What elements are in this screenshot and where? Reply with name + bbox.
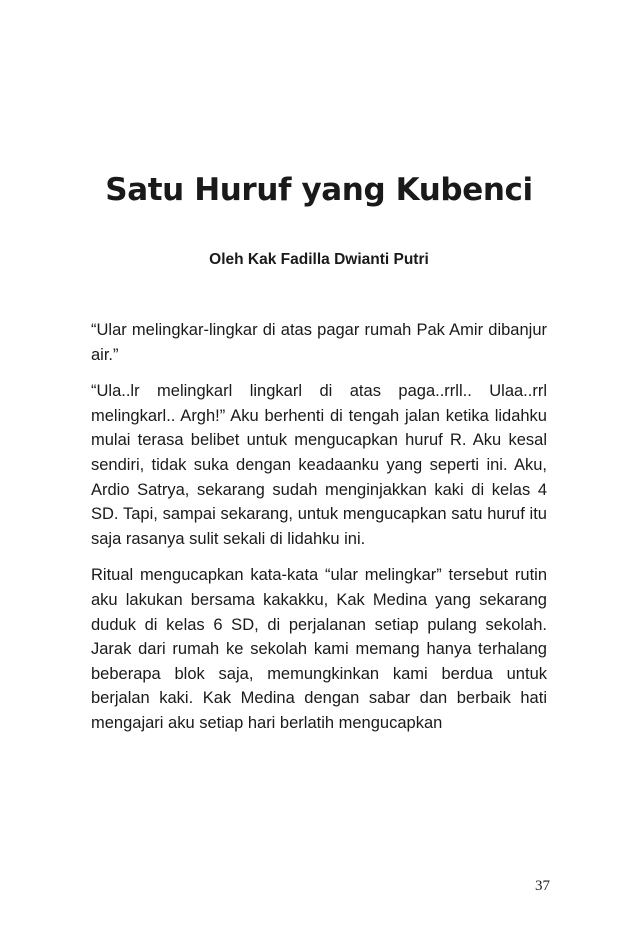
story-body	[91, 318, 547, 748]
paragraph: Ritual mengucapkan kata-kata “ular melingkar” tersebut rutin aku lakukan bersama kakakku, Kak Medina yang sekarang duduk di kelas 6 SD, di perjalanan setiap pulang sekolah. Jarak dari rumah ke sekolah kami memang hanya terhalang beberapa blok saja, memungkinkan kami berdua untuk berjalan kaki. Kak Medina dengan sabar dan berbaik hati mengajari aku setiap hari berlatih mengucapkan	[91, 566, 547, 732]
paragraph: “Ular melingkar-lingkar di atas pagar rumah Pak Amir dibanjur air.”	[91, 321, 547, 364]
story-author: Oleh Kak Fadilla Dwianti Putri	[209, 251, 429, 268]
story-title: Satu Huruf yang Kubenci	[105, 172, 533, 208]
page-number: 37	[535, 878, 550, 894]
paragraph: “Ula..lr melingkarl lingkarl di atas paga..rrll.. Ulaa..rrl melingkarl.. Argh!” Aku berhenti di tengah jalan ketika lidahku mulai terasa belibet untuk mengucapkan huruf R. Aku kesal sendiri, tidak suka dengan keadaanku yang seperti ini. Aku, Ardio Satrya, sekarang sudah menginjakkan kaki di kelas 4 SD. Tapi, sampai sekarang, untuk mengucapkan satu huruf itu saja rasanya sulit sekali di lidahku ini.	[91, 382, 547, 548]
